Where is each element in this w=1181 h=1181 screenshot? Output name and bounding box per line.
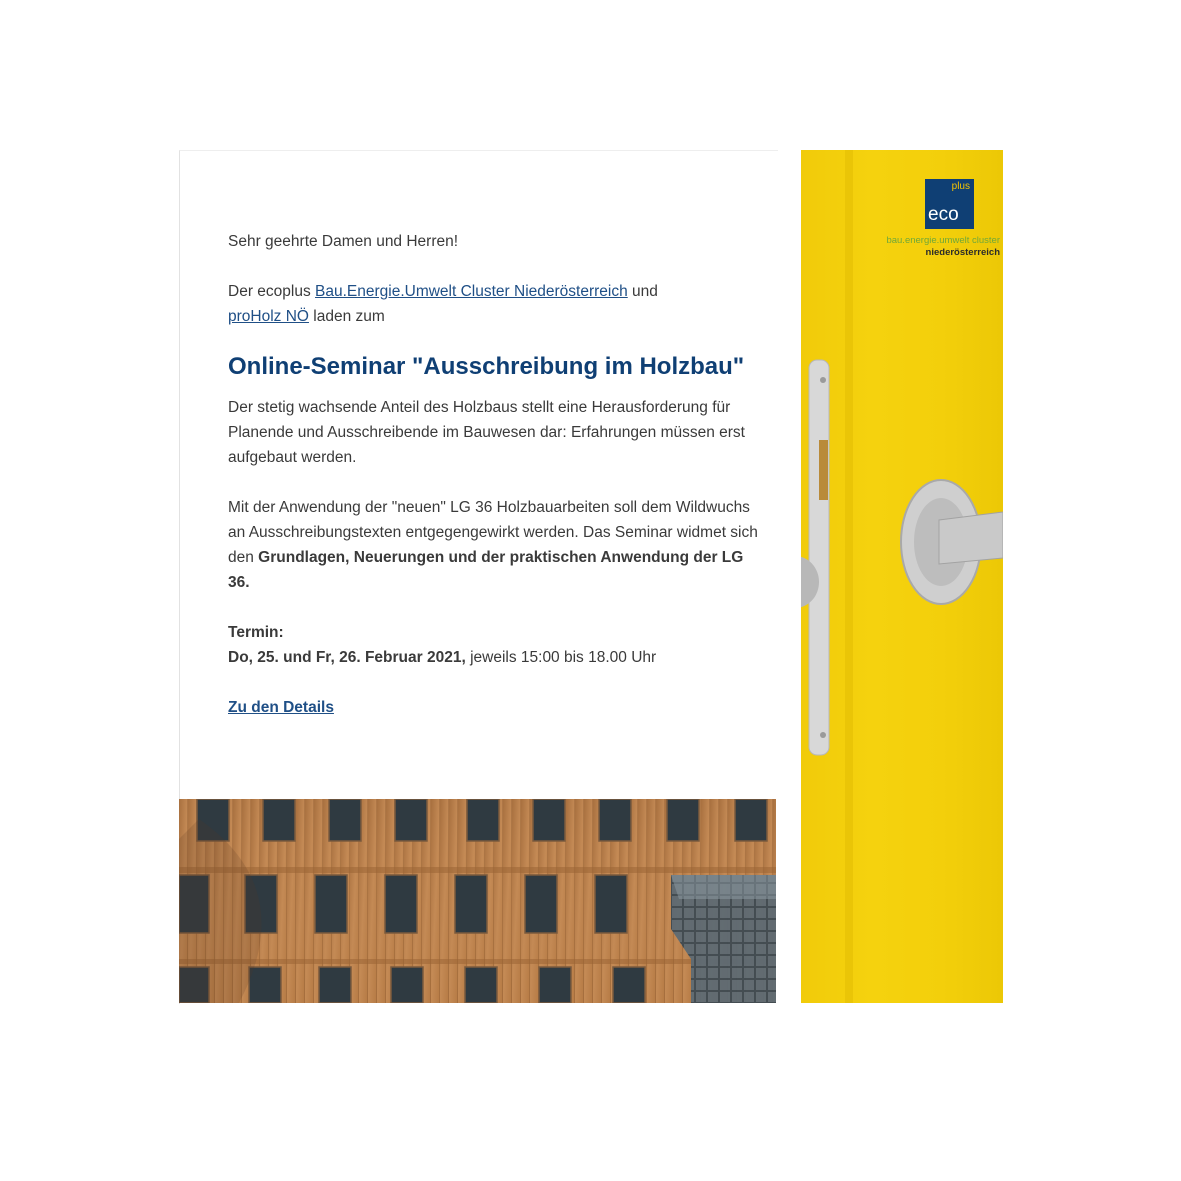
description-paragraph-2 xyxy=(228,495,758,595)
region-name: niederösterreich xyxy=(925,247,1000,258)
intro-text-mid: und xyxy=(627,283,658,300)
intro-text-post: laden zum xyxy=(308,308,385,325)
termin-label: Termin: xyxy=(228,624,284,641)
logo-eco-text: eco xyxy=(928,204,959,225)
ecoplus-logo xyxy=(925,179,974,229)
intro-text: Der ecoplus xyxy=(228,283,316,300)
description-text: Mit der Anwendung der "neuen" LG 36 Holzbauarbeiten soll dem Wildwuchs an Ausschreibungstexten entgegengewirkt werden. Das Seminar widmet sich den xyxy=(228,499,758,566)
proholz-link[interactable]: proHolz NÖ xyxy=(228,308,309,325)
seminar-title: Online-Seminar "Ausschreibung im Holzbau" xyxy=(228,353,745,380)
details-link[interactable]: Zu den Details xyxy=(228,699,334,716)
description-highlight: Grundlagen, Neuerungen und der praktischen Anwendung der LG 36. xyxy=(228,549,744,591)
logo-plus-text: plus xyxy=(951,181,970,192)
yellow-door-panel xyxy=(801,150,1003,1003)
intro-paragraph xyxy=(228,279,758,329)
description-paragraph-1: Der stetig wachsende Anteil des Holzbaus stellt eine Herausforderung für Planende und Ausschreibende im Bauwesen dar: Erfahrungen müssen erst aufgebaut werden. xyxy=(228,399,745,466)
cluster-link[interactable]: Bau.Energie.Umwelt Cluster Niederösterreich xyxy=(315,283,628,300)
termin-time: jeweils 15:00 bis 18.00 Uhr xyxy=(465,649,657,666)
timber-building-photo xyxy=(179,799,776,1003)
greeting: Sehr geehrte Damen und Herren! xyxy=(228,233,459,250)
email-content xyxy=(228,229,758,720)
termin-line xyxy=(228,645,758,670)
cluster-name: bau.energie.umwelt cluster xyxy=(886,235,1000,246)
termin-date: Do, 25. und Fr, 26. Februar 2021, xyxy=(228,649,466,666)
